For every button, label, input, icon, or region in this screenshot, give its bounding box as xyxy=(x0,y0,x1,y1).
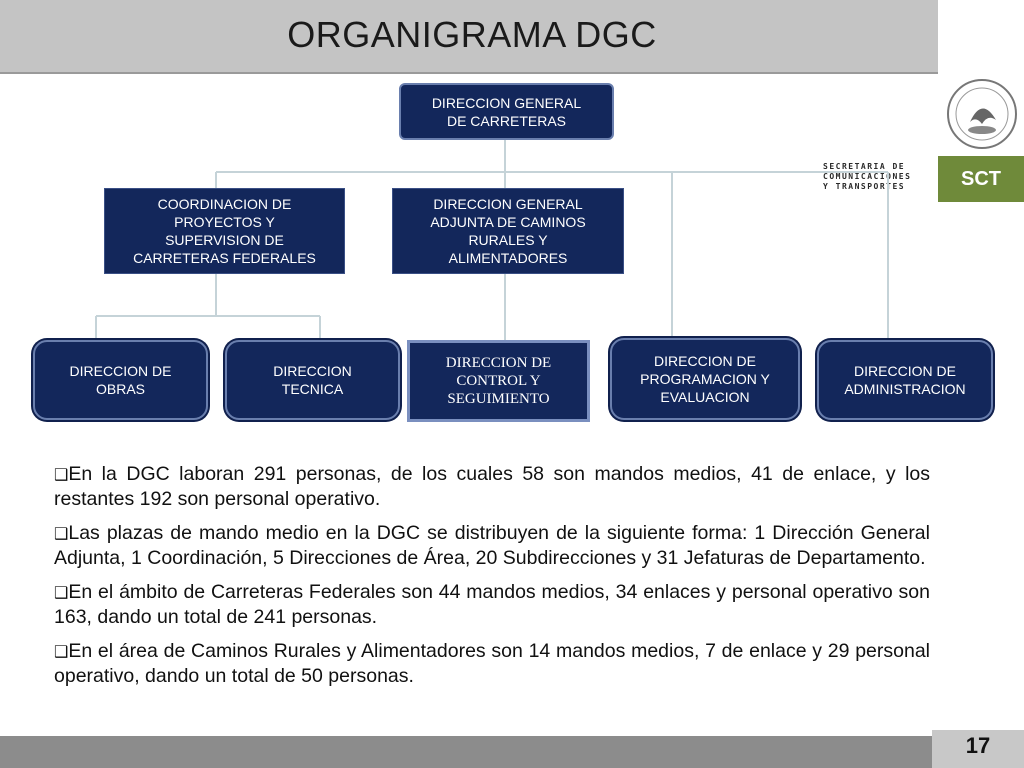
org-box-direccion-general-adjunta xyxy=(392,188,624,274)
sct-badge: SCT xyxy=(938,156,1024,202)
secretaria-line: SECRETARIA DE xyxy=(823,162,906,171)
org-box-direccion-general xyxy=(399,83,614,140)
org-box-coordinacion xyxy=(104,188,345,274)
checkbox-bullet-icon: ❑ xyxy=(54,524,69,543)
org-box-line: PROYECTOS Y xyxy=(174,214,275,230)
checkbox-bullet-icon: ❑ xyxy=(54,642,69,661)
checkbox-bullet-icon: ❑ xyxy=(54,465,69,484)
org-box-direccion-obras xyxy=(33,340,208,420)
org-box-line: EVALUACION xyxy=(660,389,750,405)
bullet-item xyxy=(54,639,930,688)
bullet-item xyxy=(54,521,930,570)
footer-bar xyxy=(0,736,932,768)
org-box-line: PROGRAMACION Y xyxy=(640,371,770,387)
org-box-line: DIRECCION GENERAL xyxy=(433,196,583,212)
org-box-direccion-tecnica xyxy=(225,340,400,420)
org-box-line: DIRECCION DE xyxy=(654,353,756,369)
org-box-line: SUPERVISION DE xyxy=(165,232,284,248)
org-box-line: ALIMENTADORES xyxy=(448,250,568,266)
bullet-item xyxy=(54,462,930,511)
org-box-line: DE CARRETERAS xyxy=(446,112,566,129)
bullet-list xyxy=(54,462,930,698)
bullet-item xyxy=(54,580,930,629)
org-box-line: DIRECCION xyxy=(273,363,352,379)
org-box-line: TECNICA xyxy=(281,381,344,397)
org-box-line: ADMINISTRACION xyxy=(844,381,966,397)
org-box-direccion-administracion xyxy=(817,340,993,420)
secretaria-line: Y TRANSPORTES xyxy=(823,182,906,191)
org-box-line: CONTROL Y xyxy=(456,373,541,389)
org-box-line: OBRAS xyxy=(95,381,145,397)
org-box-line: CARRETERAS FEDERALES xyxy=(133,250,316,266)
org-box-line: RURALES Y xyxy=(468,232,548,248)
checkbox-bullet-icon: ❑ xyxy=(54,583,69,602)
org-box-direccion-control-seguimiento xyxy=(407,340,590,422)
org-box-line: ADJUNTA DE CAMINOS xyxy=(430,214,586,230)
org-box-line: DIRECCION DE xyxy=(445,355,552,371)
bullet-text: En la DGC laboran 291 personas, de los cuales 58 son mandos medios, 41 de enlace, y los restantes 192 son personal operativo. xyxy=(54,463,930,510)
bullet-text: En el ámbito de Carreteras Federales son 44 mandos medios, 34 enlaces y personal operativo son 163, dando un total de 241 personas. xyxy=(54,581,930,628)
slide-title: ORGANIGRAMA DGC xyxy=(287,14,657,55)
org-box-line: DIRECCION DE xyxy=(69,363,172,379)
org-box-line: COORDINACION DE xyxy=(157,196,292,212)
bullet-text: Las plazas de mando medio en la DGC se distribuyen de la siguiente forma: 1 Dirección General Adjunta, 1 Coordinación, 5 Direcciones de Área, 20 Subdirecciones y 31 Jefaturas de Departamento. xyxy=(54,522,930,569)
org-box-direccion-programacion xyxy=(610,338,800,420)
org-box-line: SEGUIMIENTO xyxy=(447,391,550,407)
page-number: 17 xyxy=(965,733,991,758)
org-box-line: DIRECCION DE xyxy=(854,363,956,379)
bullet-text: En el área de Caminos Rurales y Alimentadores son 14 mandos medios, 7 de enlace y 29 personal operativo, dando un total de 50 personas. xyxy=(54,640,930,687)
org-box-line: DIRECCION GENERAL xyxy=(431,94,582,111)
secretaria-line: COMUNICACIONES xyxy=(823,172,912,181)
